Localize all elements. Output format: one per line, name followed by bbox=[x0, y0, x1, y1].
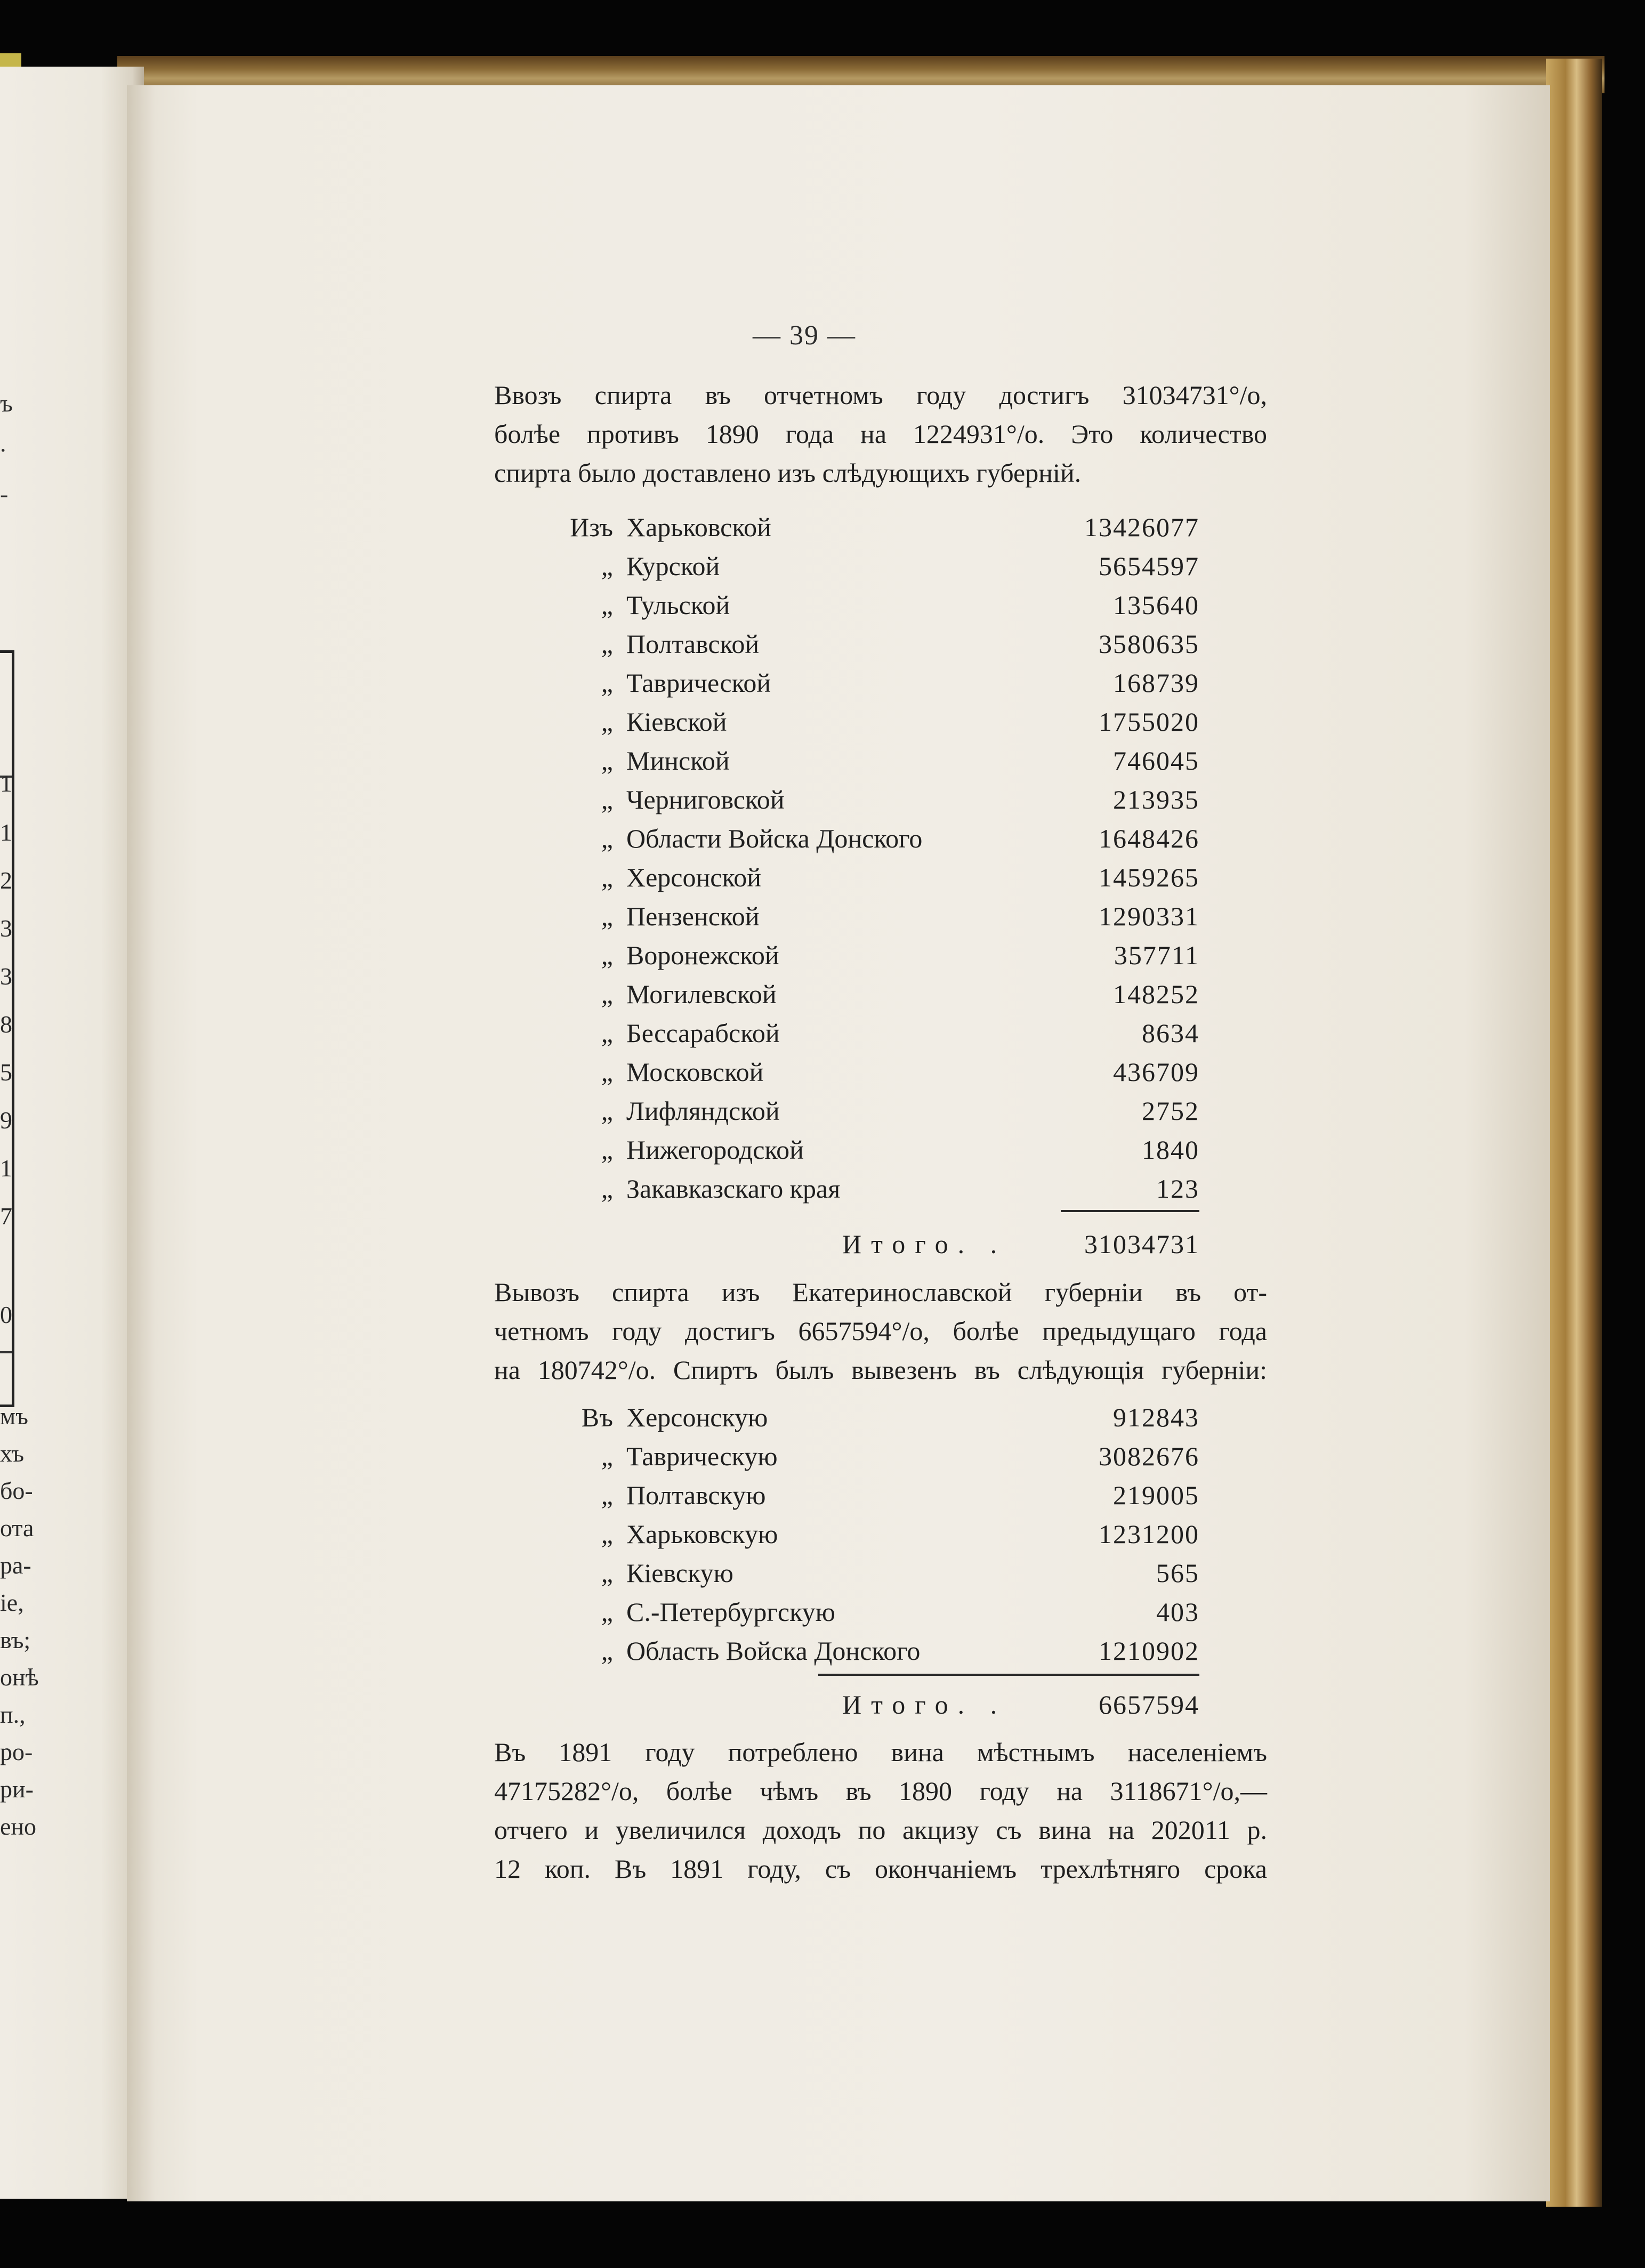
left-fragment: ено bbox=[0, 1813, 37, 1840]
row-province: Минской bbox=[626, 746, 730, 776]
row-prefix: „ bbox=[601, 824, 613, 853]
total-rule bbox=[818, 1674, 1199, 1676]
left-fragment: мъ bbox=[0, 1402, 28, 1430]
row-value: 912843 bbox=[1113, 1402, 1199, 1432]
table-row bbox=[560, 1593, 1199, 1632]
total-value: 6657594 bbox=[1099, 1690, 1199, 1720]
row-prefix: „ bbox=[601, 1096, 613, 1126]
table-row bbox=[560, 1476, 1199, 1515]
left-fragment: ъ bbox=[0, 390, 13, 417]
row-value: 1840 bbox=[1142, 1135, 1199, 1165]
row-value: 219005 bbox=[1113, 1480, 1199, 1510]
left-page bbox=[0, 67, 144, 2199]
table-row bbox=[560, 819, 1199, 858]
left-table-digit: 3 bbox=[0, 963, 12, 990]
left-table-digit: 1 bbox=[0, 770, 12, 797]
left-fragment: іе, bbox=[0, 1589, 24, 1616]
row-value: 1459265 bbox=[1099, 862, 1199, 892]
row-province: Закавказскаго края bbox=[626, 1174, 841, 1204]
table-row bbox=[560, 858, 1199, 897]
row-province: Таврическую bbox=[626, 1441, 778, 1471]
row-province: Лифляндской bbox=[626, 1096, 780, 1126]
row-prefix: „ bbox=[601, 1519, 613, 1549]
page-number: — 39 — bbox=[753, 320, 856, 351]
table-row bbox=[560, 703, 1199, 741]
row-province: Херсонскую bbox=[626, 1402, 768, 1432]
row-province: С.-Петербургскую bbox=[626, 1597, 836, 1627]
table-row bbox=[560, 975, 1199, 1014]
row-value: 2752 bbox=[1142, 1096, 1199, 1126]
text-line: 12 коп. Въ 1891 году, съ окончаніемъ трехлѣтняго срока bbox=[494, 1854, 1267, 1884]
row-province: Нижегородской bbox=[626, 1135, 804, 1165]
row-province: Область Войска Донского bbox=[626, 1636, 921, 1666]
row-value: 1231200 bbox=[1099, 1519, 1199, 1549]
total-row bbox=[842, 1685, 1199, 1724]
row-value: 13426077 bbox=[1084, 512, 1199, 542]
table-row bbox=[560, 1053, 1199, 1092]
row-prefix: „ bbox=[601, 1135, 613, 1165]
left-table-digit: 9 bbox=[0, 1107, 12, 1134]
text-line: Въ 1891 году потреблено вина мѣстнымъ населеніемъ bbox=[494, 1737, 1267, 1767]
table-row bbox=[560, 1437, 1199, 1476]
row-prefix: „ bbox=[601, 590, 613, 620]
row-value: 123 bbox=[1156, 1174, 1199, 1204]
table-row bbox=[560, 586, 1199, 625]
row-province: Полтавскую bbox=[626, 1480, 766, 1510]
table-row bbox=[560, 508, 1199, 547]
left-fragment: ро- bbox=[0, 1738, 33, 1765]
left-table-digit: 1 bbox=[0, 1155, 12, 1182]
total-rule bbox=[1061, 1210, 1199, 1212]
left-table-digit: 2 bbox=[0, 867, 12, 894]
left-table-digit: 7 bbox=[0, 1202, 12, 1230]
row-province: Тульской bbox=[626, 590, 730, 620]
row-province: Харьковскую bbox=[626, 1519, 778, 1549]
text-line: на 180742°/о. Спиртъ былъ вывезенъ въ слѣдующія губерніи: bbox=[494, 1355, 1267, 1385]
left-fragment: . bbox=[0, 430, 6, 457]
row-province: Пензенской bbox=[626, 901, 760, 931]
left-fragment: въ; bbox=[0, 1626, 31, 1653]
table-row bbox=[560, 1092, 1199, 1131]
row-prefix: „ bbox=[601, 551, 613, 581]
text-line: Ввозъ спирта въ отчетномъ году достигъ 31034731°/о, bbox=[494, 380, 1267, 410]
left-table-digit: 1 bbox=[0, 819, 12, 846]
row-value: 746045 bbox=[1113, 746, 1199, 776]
row-province: Черниговской bbox=[626, 785, 785, 814]
left-table-digit: 5 bbox=[0, 1059, 12, 1086]
row-value: 1210902 bbox=[1099, 1636, 1199, 1666]
left-fragment: онѣ bbox=[0, 1664, 39, 1691]
left-fragment: ри- bbox=[0, 1775, 34, 1803]
left-table-digit: 8 bbox=[0, 1011, 12, 1038]
table-row bbox=[560, 1515, 1199, 1554]
table-row bbox=[560, 625, 1199, 664]
row-value: 8634 bbox=[1142, 1018, 1199, 1048]
table-row bbox=[560, 1554, 1199, 1593]
left-fragment: бо- bbox=[0, 1477, 33, 1504]
row-value: 565 bbox=[1156, 1558, 1199, 1588]
row-prefix: „ bbox=[601, 1057, 613, 1087]
left-fragment: ра- bbox=[0, 1552, 31, 1579]
row-value: 5654597 bbox=[1099, 551, 1199, 581]
left-fragment: п., bbox=[0, 1701, 26, 1728]
row-province: Кіевской bbox=[626, 707, 727, 737]
row-province: Херсонской bbox=[626, 862, 761, 892]
total-row bbox=[842, 1225, 1199, 1264]
row-province: Харьковской bbox=[626, 512, 771, 542]
total-label: Итого. . bbox=[842, 1690, 1007, 1720]
row-prefix: „ bbox=[601, 1018, 613, 1048]
left-table-rule bbox=[0, 1351, 12, 1353]
row-province: Могилевской bbox=[626, 979, 777, 1009]
row-prefix: „ bbox=[601, 629, 613, 659]
table-row bbox=[560, 1169, 1199, 1208]
table-row bbox=[560, 936, 1199, 975]
row-value: 3082676 bbox=[1099, 1441, 1199, 1471]
row-prefix: „ bbox=[601, 746, 613, 776]
row-prefix: „ bbox=[601, 940, 613, 970]
table-row bbox=[560, 1014, 1199, 1053]
row-province: Таврической bbox=[626, 668, 771, 698]
row-province: Бессарабской bbox=[626, 1018, 780, 1048]
table-row bbox=[560, 1632, 1199, 1670]
text-line: болѣе противъ 1890 года на 1224931°/о. Это количество bbox=[494, 419, 1267, 449]
text-line: отчего и увеличился доходъ по акцизу съ вина на 202011 р. bbox=[494, 1815, 1267, 1845]
row-value: 436709 bbox=[1113, 1057, 1199, 1087]
text-line: четномъ году достигъ 6657594°/о, болѣе предыдущаго года bbox=[494, 1316, 1267, 1346]
row-prefix: „ bbox=[601, 901, 613, 931]
row-prefix: Изъ bbox=[570, 512, 613, 542]
row-value: 168739 bbox=[1113, 668, 1199, 698]
row-province: Воронежской bbox=[626, 940, 779, 970]
row-prefix: „ bbox=[601, 979, 613, 1009]
row-province: Полтавской bbox=[626, 629, 760, 659]
row-value: 3580635 bbox=[1099, 629, 1199, 659]
text-line: 47175282°/о, болѣе чѣмъ въ 1890 году на 3118671°/о,— bbox=[494, 1776, 1267, 1806]
row-prefix: „ bbox=[601, 1597, 613, 1627]
left-fragment: ота bbox=[0, 1514, 34, 1541]
row-province: Области Войска Донского bbox=[626, 824, 923, 853]
text-line: спирта было доставлено изъ слѣдующихъ губерній. bbox=[494, 458, 1082, 488]
table-row bbox=[560, 780, 1199, 819]
row-prefix: „ bbox=[601, 668, 613, 698]
row-prefix: „ bbox=[601, 1441, 613, 1471]
row-value: 148252 bbox=[1113, 979, 1199, 1009]
row-prefix: „ bbox=[601, 785, 613, 814]
table-row bbox=[560, 897, 1199, 936]
table-row bbox=[560, 741, 1199, 780]
row-value: 1290331 bbox=[1099, 901, 1199, 931]
row-value: 403 bbox=[1156, 1597, 1199, 1627]
row-value: 357711 bbox=[1114, 940, 1199, 970]
total-label: Итого. . bbox=[842, 1229, 1007, 1259]
row-prefix: Въ bbox=[581, 1402, 613, 1432]
row-province: Московской bbox=[626, 1057, 764, 1087]
row-value: 135640 bbox=[1113, 590, 1199, 620]
left-fragment: хъ bbox=[0, 1440, 25, 1467]
row-value: 213935 bbox=[1113, 785, 1199, 814]
row-province: Кіевскую bbox=[626, 1558, 733, 1588]
table-row bbox=[560, 1398, 1199, 1437]
left-table-digit: 3 bbox=[0, 915, 12, 942]
left-fragment: - bbox=[0, 480, 9, 507]
row-value: 1648426 bbox=[1099, 824, 1199, 853]
row-prefix: „ bbox=[601, 1480, 613, 1510]
row-prefix: „ bbox=[601, 1636, 613, 1666]
table-row bbox=[560, 664, 1199, 703]
row-prefix: „ bbox=[601, 707, 613, 737]
cover-right-edge bbox=[1546, 59, 1602, 2207]
row-prefix: „ bbox=[601, 1174, 613, 1204]
table-row bbox=[560, 547, 1199, 586]
left-table-digit: 0 bbox=[0, 1301, 12, 1328]
row-prefix: „ bbox=[601, 862, 613, 892]
total-value: 31034731 bbox=[1084, 1229, 1199, 1259]
row-province: Курской bbox=[626, 551, 720, 581]
table-row bbox=[560, 1131, 1199, 1169]
text-line: Вывозъ спирта изъ Екатеринославской губерніи въ от- bbox=[494, 1277, 1267, 1307]
row-value: 1755020 bbox=[1099, 707, 1199, 737]
row-prefix: „ bbox=[601, 1558, 613, 1588]
